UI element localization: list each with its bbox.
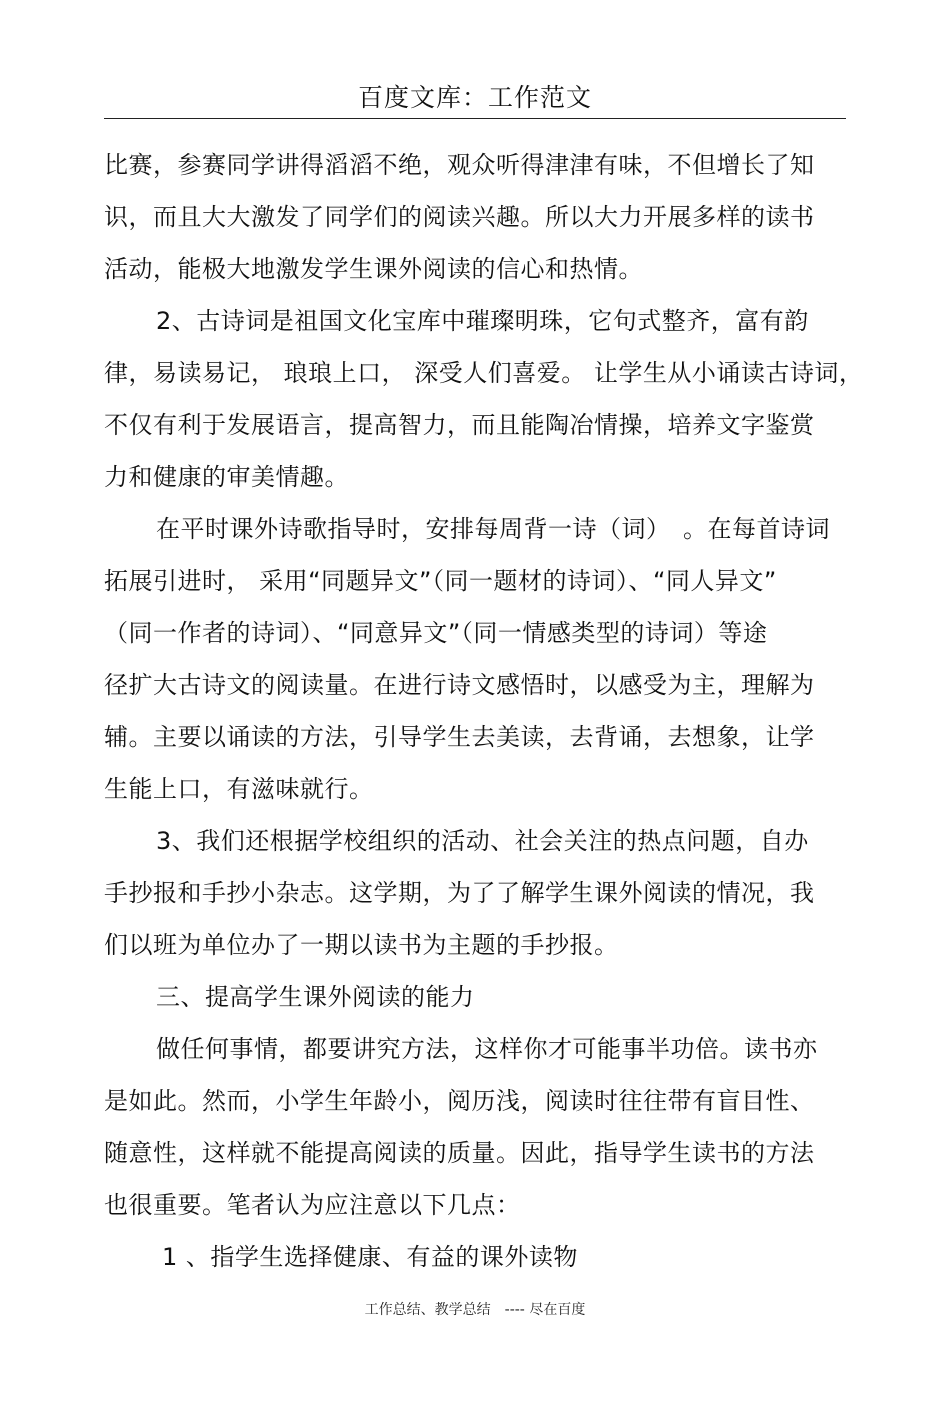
text-line: 径扩大古诗文的阅读量。在进行诗文感悟时，以感受为主，理解为 bbox=[104, 671, 815, 699]
text-line: （同一作者的诗词）、“同意异文”（同一情感类型的诗词）等途 bbox=[104, 619, 768, 647]
text-line: 活动，能极大地激发学生课外阅读的信心和热情。 bbox=[104, 255, 643, 283]
text-line: 随意性，这样就不能提高阅读的质量。因此，指导学生读书的方法 bbox=[104, 1139, 815, 1167]
text-line: 识，而且大大激发了同学们的阅读兴趣。所以大力开展多样的读书 bbox=[104, 203, 815, 231]
text-line: 力和健康的审美情趣。 bbox=[104, 463, 349, 491]
section-heading: 三、提高学生课外阅读的能力 bbox=[156, 983, 475, 1011]
text-line: 不仅有利于发展语言，提高智力，而且能陶冶情操，培养文字鉴赏 bbox=[104, 411, 815, 439]
text-line: 也很重要。笔者认为应注意以下几点： bbox=[104, 1191, 521, 1219]
page-footer: 工作总结、教学总结 ---- 尽在百度 bbox=[364, 1302, 586, 1318]
text-line: 2、古诗词是祖国文化宝库中璀璨明珠，它句式整齐，富有韵 bbox=[156, 307, 809, 335]
list-item-heading: 1 、指学生选择健康、有益的课外读物 bbox=[162, 1243, 578, 1271]
header-divider bbox=[104, 118, 846, 119]
text-line: 在平时课外诗歌指导时，安排每周背一诗（词） 。在每首诗词 bbox=[156, 515, 830, 543]
text-line: 比赛，参赛同学讲得滔滔不绝，观众听得津津有味，不但增长了知 bbox=[104, 151, 815, 179]
text-line: 生能上口，有滋味就行。 bbox=[104, 775, 374, 803]
text-line: 手抄报和手抄小杂志。这学期，为了了解学生课外阅读的情况，我 bbox=[104, 879, 815, 907]
text-line: 做任何事情，都要讲究方法，这样你才可能事半功倍。读书亦 bbox=[156, 1035, 818, 1063]
text-line: 们以班为单位办了一期以读书为主题的手抄报。 bbox=[104, 931, 619, 959]
text-line: 律，易读易记， 琅琅上口， 深受人们喜爱。 让学生从小诵读古诗词， bbox=[104, 359, 864, 387]
text-line: 是如此。然而，小学生年龄小，阅历浅，阅读时往往带有盲目性、 bbox=[104, 1087, 815, 1115]
page-header: 百度文库：工作范文 bbox=[357, 83, 592, 112]
text-line: 3、我们还根据学校组织的活动、社会关注的热点问题，自办 bbox=[156, 827, 809, 855]
text-line: 拓展引进时， 采用“同题异文”（同一题材的诗词）、“同人异文” bbox=[104, 567, 777, 595]
text-line: 辅。主要以诵读的方法，引导学生去美读，去背诵，去想象，让学 bbox=[104, 723, 815, 751]
